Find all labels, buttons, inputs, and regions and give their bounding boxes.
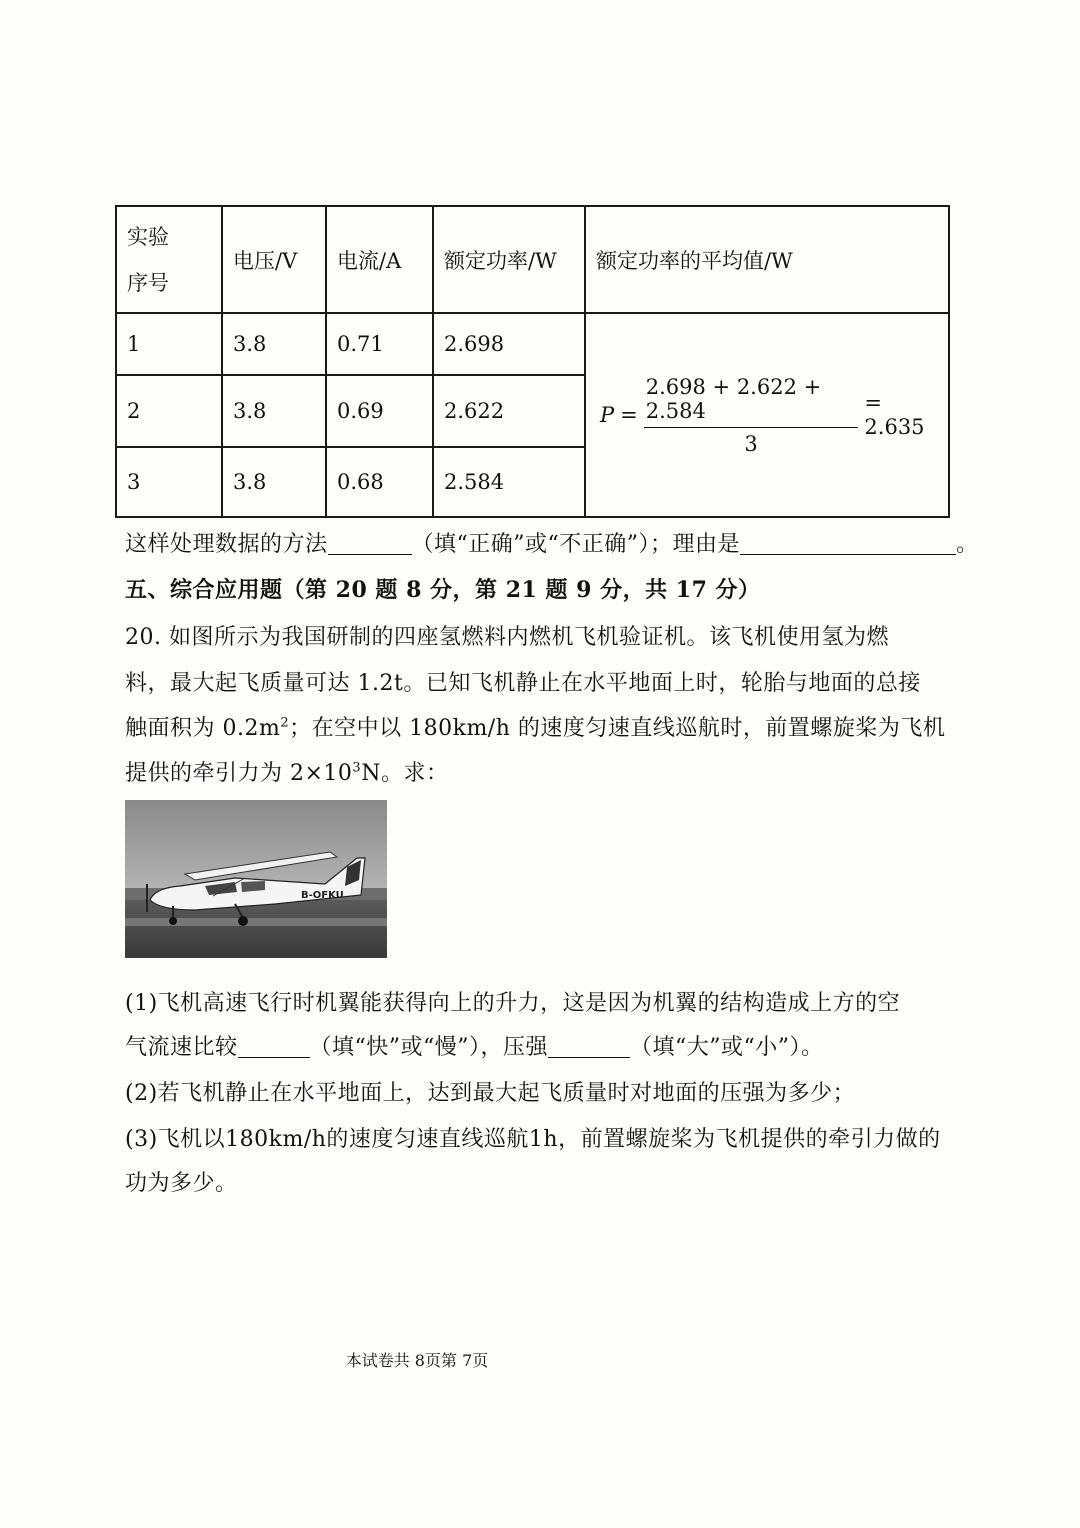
average-formula-cell <box>585 313 949 517</box>
cell-power: 2.584 <box>433 447 585 517</box>
cell-trial: 3 <box>116 447 222 517</box>
header-rated-power: 额定功率/W <box>433 206 585 313</box>
table-header-row <box>116 206 949 313</box>
formula-fraction <box>644 375 859 456</box>
table-row <box>116 313 949 375</box>
answer-blank-method[interactable] <box>328 532 412 555</box>
cell-current: 0.69 <box>326 375 433 447</box>
answer-blank-reason[interactable] <box>740 532 956 555</box>
airplane-photo <box>125 800 387 958</box>
cell-current: 0.68 <box>326 447 433 517</box>
answer-blank-pressure[interactable] <box>548 1035 630 1058</box>
q20-text-line-2: 料，最大起飞质量可达 1.2t。已知飞机静止在水平地面上时，轮胎与地面的总接 <box>125 671 921 696</box>
header-trial-number: 实验 序号 <box>116 206 222 313</box>
cell-current: 0.71 <box>326 313 433 375</box>
airplane-illustration <box>125 800 387 958</box>
formula-variable: P <box>600 403 615 427</box>
cell-voltage: 3.8 <box>222 447 326 517</box>
cell-power: 2.698 <box>433 313 585 375</box>
cell-voltage: 3.8 <box>222 375 326 447</box>
cell-power: 2.622 <box>433 375 585 447</box>
cell-trial: 1 <box>116 313 222 375</box>
cell-trial: 2 <box>116 375 222 447</box>
q20-text-line-1: 20. 如图所示为我国研制的四座氢燃料内燃机飞机验证机。该飞机使用氢为燃 <box>125 625 889 650</box>
header-average-power: 额定功率的平均值/W <box>585 206 949 313</box>
answer-blank-speed[interactable] <box>238 1035 310 1058</box>
q20-sub2: (2)若飞机静止在水平地面上，达到最大起飞质量时对地面的压强为多少； <box>125 1081 856 1106</box>
formula-numerator: 2.698 + 2.622 + 2.584 <box>644 375 859 428</box>
q20-sub1-line-1: (1)飞机高速飞行时机翼能获得向上的升力，这是因为机翼的结构造成上方的空 <box>125 991 901 1016</box>
page-number: 本试卷共 8页第 7页 <box>345 1351 489 1370</box>
cell-voltage: 3.8 <box>222 313 326 375</box>
page-footer <box>0 1348 1080 1371</box>
q20-sub3-line-2: 功为多少。 <box>125 1171 238 1196</box>
q20-text-line-4: 提供的牵引力为 $2\times 10^3N$。求： <box>125 760 449 786</box>
header-current: 电流/A <box>326 206 433 313</box>
formula-result: = 2.635 <box>864 391 925 439</box>
formula-denominator: 3 <box>744 431 758 456</box>
header-voltage: 电压/V <box>222 206 326 313</box>
plane-registration: B-OFKU <box>301 890 344 901</box>
q20-sub1-line-2: 气流速比较 （填“快”或“慢”），压强 （填“大”或“小”）。 <box>125 1035 824 1060</box>
formula-equals: = <box>620 403 638 427</box>
q20-sub3-line-1: (3)飞机以180km/h的速度匀速直线巡航1h，前置螺旋桨为飞机提供的牵引力做的 <box>125 1127 941 1152</box>
section-heading: 五、综合应用题（第 20 题 8 分，第 21 题 9 分，共 17 分） <box>125 577 761 603</box>
q20-text-line-3: 触面积为 $0.2m^2$；在空中以 180km/h 的速度匀速直线巡航时，前置螺旋桨为飞机 <box>125 715 946 741</box>
previous-question-line: 这样处理数据的方法 （填“正确”或“不正确”）；理由是 。 <box>125 532 979 557</box>
average-formula <box>596 375 938 456</box>
experiment-data-table <box>115 205 950 518</box>
